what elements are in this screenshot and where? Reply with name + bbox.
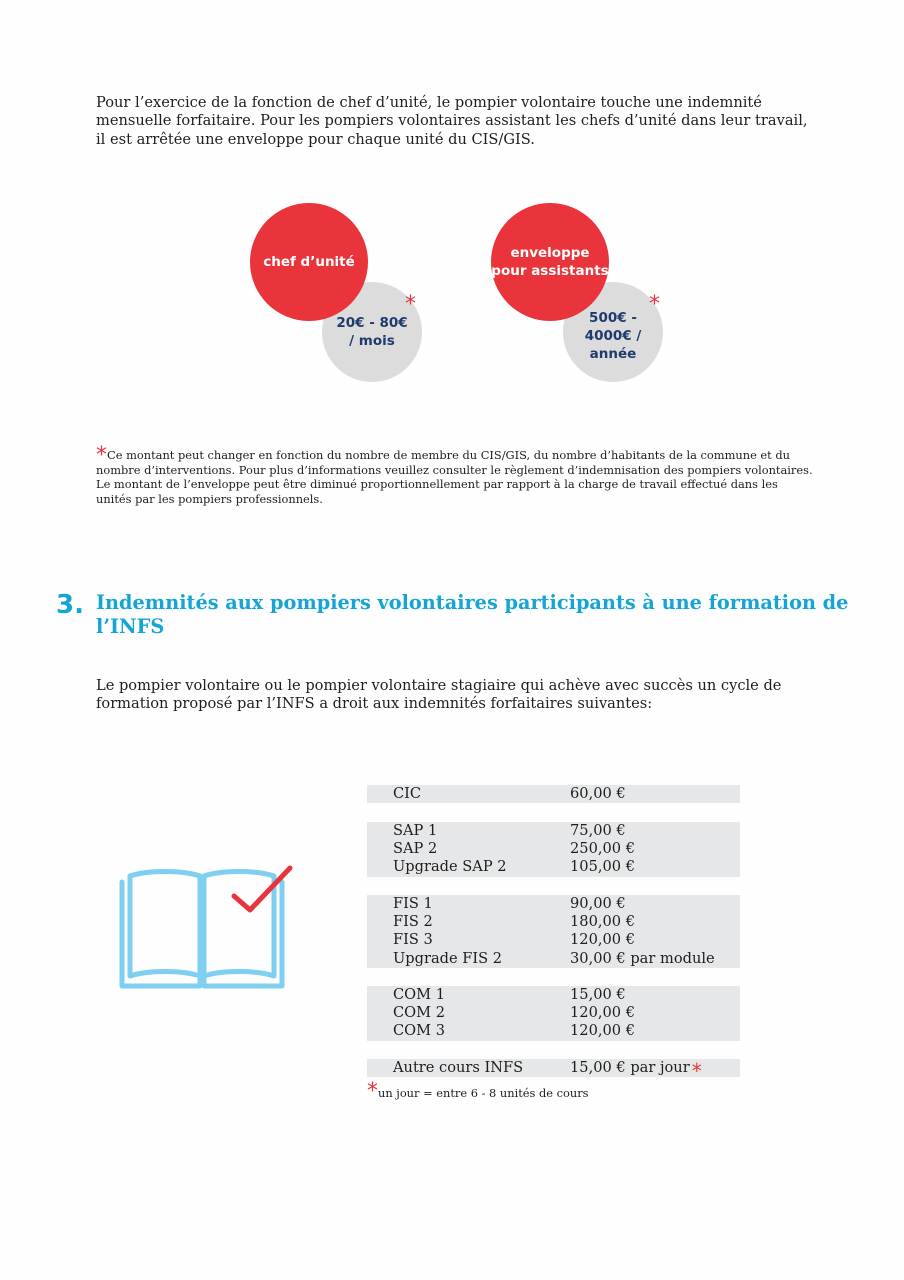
- course-amount: 120,00 €: [570, 1022, 635, 1040]
- course-name: COM 3: [393, 1022, 445, 1040]
- footnote-asterisk: *: [367, 1079, 378, 1104]
- assistants-amount-line1: 500€ -: [589, 310, 637, 326]
- table-row: [367, 785, 740, 803]
- chef-circle: [250, 203, 368, 321]
- course-amount: 60,00 €: [570, 785, 626, 802]
- table-row: [367, 1004, 740, 1022]
- course-name: COM 1: [393, 986, 445, 1003]
- course-name: Upgrade FIS 2: [393, 949, 503, 967]
- table-row: [367, 1022, 740, 1040]
- chef-label: chef d’unité: [263, 254, 355, 270]
- footnote-text: un jour = entre 6 - 8 unités de cours: [378, 1086, 589, 1100]
- course-name: CIC: [393, 785, 422, 802]
- assistants-amount-line2: 4000€ /: [584, 328, 642, 344]
- table-row: [367, 1059, 740, 1083]
- table-row: [367, 840, 740, 858]
- table-group-sap: [367, 822, 740, 877]
- course-amount: 15,00 €: [570, 986, 626, 1003]
- assistants-circle: [491, 203, 609, 321]
- assistants-amount-line3: année: [589, 346, 637, 362]
- intro-paragraph: Pour l’exercice de la fonction de chef d’unité, le pompier volontaire touche une indemnité mensuelle forfaitaire. Pour les pompiers volontaires assistant les chefs d’unité dans leur travail, il est arrêtée une enveloppe pour chaque unité du CIS/GIS.: [96, 94, 808, 148]
- section-title: Indemnités aux pompiers volontaires participants à une formation de l’INFS: [96, 591, 849, 638]
- course-name: SAP 2: [393, 840, 438, 858]
- course-amount: 180,00 €: [570, 913, 635, 931]
- table-row: [367, 913, 740, 931]
- course-amount-cell: [570, 1059, 740, 1083]
- assistants-label-line1: enveloppe: [510, 245, 590, 261]
- note-paragraph1: Ce montant peut changer en fonction du nombre de membre du CIS/GIS, du nombre d’habitants de la commune et du nombre d’interventions. Pour plus d’informations veuillez consulter le règlement d’indemnisation des pompiers volontaires.: [96, 448, 813, 477]
- course-name: Upgrade SAP 2: [393, 858, 507, 876]
- table-footnote: [367, 1079, 589, 1104]
- course-amount: 90,00 €: [570, 895, 626, 912]
- table-row: [367, 822, 740, 840]
- table-row: [367, 895, 740, 913]
- course-name: FIS 3: [393, 931, 433, 949]
- table-group-autre: [367, 1059, 740, 1083]
- course-name: SAP 1: [393, 822, 438, 839]
- course-name: FIS 1: [393, 895, 433, 912]
- assistants-label-line2: pour assistants: [491, 263, 609, 279]
- amount-note: [96, 443, 816, 506]
- table-row: [367, 950, 740, 968]
- course-amount: 120,00 €: [570, 1004, 635, 1022]
- chef-asterisk: *: [405, 292, 416, 317]
- section-text: Le pompier volontaire ou le pompier volontaire stagiaire qui achève avec succès un cycle de formation proposé par l’INFS a droit aux indemnités forfaitaires suivantes:: [96, 677, 782, 713]
- table-group-fis: [367, 895, 740, 968]
- section-number: 3.: [56, 590, 84, 620]
- table-row: [367, 986, 740, 1004]
- course-name: COM 2: [393, 1004, 445, 1022]
- note-paragraph2: Le montant de l’enveloppe peut être diminué proportionnellement par rapport à la charge de travail effectué dans les unités par les pompiers professionnels.: [96, 477, 778, 506]
- course-amount: 120,00 €: [570, 931, 635, 949]
- table-row: [367, 858, 740, 876]
- course-amount: 30,00 € par module: [570, 949, 715, 967]
- course-name: Autre cours INFS: [393, 1059, 524, 1076]
- amount-asterisk: *: [691, 1059, 702, 1083]
- chef-amount-line1: 20€ - 80€: [336, 315, 408, 331]
- course-amount: 105,00 €: [570, 858, 635, 876]
- course-name: FIS 2: [393, 913, 433, 931]
- table-row: [367, 931, 740, 949]
- course-amount: 75,00 €: [570, 822, 626, 839]
- note-asterisk: *: [96, 443, 107, 468]
- chef-amount-line2: / mois: [349, 333, 395, 349]
- assistants-asterisk: *: [649, 292, 660, 317]
- course-amount: 15,00 € par jour: [570, 1059, 690, 1076]
- course-amount: 250,00 €: [570, 840, 635, 858]
- table-group-cic: [367, 785, 740, 803]
- table-group-com: [367, 986, 740, 1041]
- open-book-checkmark-icon: [116, 864, 296, 994]
